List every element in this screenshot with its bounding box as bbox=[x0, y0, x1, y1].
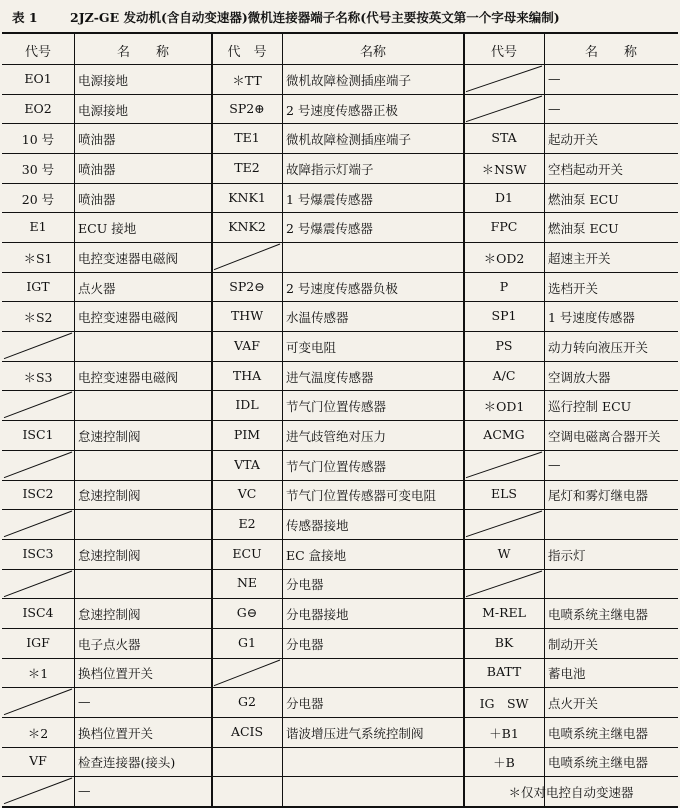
terminal-code: ＋B bbox=[493, 755, 515, 771]
terminal-code: NE bbox=[236, 575, 258, 591]
terminal-code: ＊S3 bbox=[23, 369, 53, 385]
empty-slash bbox=[2, 450, 74, 480]
terminal-name: — bbox=[548, 70, 561, 86]
terminal-name: 分电器 bbox=[286, 577, 324, 593]
terminal-name: 点火开关 bbox=[548, 696, 599, 712]
empty-slash bbox=[2, 776, 74, 806]
terminal-name: 故障指示灯端子 bbox=[286, 161, 374, 177]
row-rule bbox=[2, 450, 678, 451]
row-rule bbox=[2, 301, 678, 302]
terminal-name: 尾灯和雾灯继电器 bbox=[548, 488, 649, 504]
terminal-code: 20 号 bbox=[21, 191, 55, 207]
terminal-name: 2 号速度传感器正极 bbox=[286, 102, 398, 118]
terminal-name: 节气门位置传感器 bbox=[286, 399, 387, 415]
row-rule bbox=[2, 183, 678, 184]
terminal-code: FPC bbox=[490, 219, 518, 235]
terminal-code: ACMG bbox=[483, 427, 525, 442]
header-name: 名 称 bbox=[116, 45, 169, 60]
terminal-name: 电源接地 bbox=[78, 72, 129, 88]
table-title: 2JZ-GE 发动机(含自动变速器)微机连接器端子名称(代号主要按英文第一个字母来编制) bbox=[70, 10, 560, 25]
terminal-code: ＊S1 bbox=[23, 250, 53, 266]
terminal-name: 1 号速度传感器 bbox=[548, 310, 635, 326]
terminal-code: ISC2 bbox=[22, 486, 54, 502]
empty-slash bbox=[2, 509, 74, 539]
row-rule bbox=[2, 212, 678, 213]
terminal-name: 电喷系统主继电器 bbox=[548, 607, 649, 623]
terminal-code: ＊2 bbox=[27, 725, 49, 741]
terminal-name: 起动开关 bbox=[548, 132, 599, 148]
terminal-name: 怠速控制阀 bbox=[78, 547, 141, 563]
terminal-code: E1 bbox=[29, 219, 47, 235]
terminal-code: SP1 bbox=[491, 308, 517, 324]
terminal-name: 谐波增压进气系统控制阀 bbox=[286, 725, 424, 741]
empty-slash bbox=[464, 569, 544, 599]
terminal-name: 换档位置开关 bbox=[78, 666, 154, 682]
terminal-code: ＊S2 bbox=[23, 310, 53, 326]
terminal-name: 水温传感器 bbox=[286, 310, 349, 326]
row-rule bbox=[2, 569, 678, 570]
terminal-name: 燃油泵 ECU bbox=[548, 221, 619, 237]
header-name: 名称 bbox=[359, 45, 386, 60]
terminal-name: 动力转向液压开关 bbox=[548, 339, 649, 355]
empty-slash bbox=[212, 242, 282, 272]
terminal-code: PIM bbox=[233, 427, 261, 442]
terminal-code: VAF bbox=[234, 337, 260, 353]
terminal-name: 电控变速器电磁阀 bbox=[78, 250, 179, 266]
empty-slash bbox=[464, 450, 544, 480]
row-rule bbox=[2, 747, 678, 748]
terminal-name: 空调放大器 bbox=[548, 369, 611, 385]
terminal-code: IG SW bbox=[479, 696, 529, 712]
empty-slash bbox=[2, 331, 74, 361]
terminal-code: IDL bbox=[235, 397, 259, 413]
terminal-code: ACIS bbox=[230, 723, 264, 739]
terminal-code: TE1 bbox=[234, 130, 260, 146]
terminal-name: 进气温度传感器 bbox=[286, 369, 374, 385]
terminal-name: 喷油器 bbox=[78, 191, 116, 207]
row-rule bbox=[2, 776, 678, 777]
terminal-name: 换档位置开关 bbox=[78, 725, 154, 741]
terminal-code: KNK1 bbox=[228, 189, 266, 205]
row-rule bbox=[2, 480, 678, 481]
header-code: 代号 bbox=[490, 45, 517, 60]
terminal-name: 2 号爆震传感器 bbox=[286, 221, 373, 237]
terminal-code: PS bbox=[495, 337, 513, 353]
row-rule bbox=[2, 153, 678, 154]
terminal-name: 怠速控制阀 bbox=[78, 429, 141, 444]
terminal-name: 指示灯 bbox=[548, 547, 586, 563]
row-rule bbox=[2, 628, 678, 629]
terminal-name: 分电器 bbox=[286, 636, 324, 652]
terminal-code: ＊TT bbox=[232, 72, 262, 88]
terminal-code: IGF bbox=[26, 634, 50, 650]
terminal-name: 1 号爆震传感器 bbox=[286, 191, 373, 207]
terminal-code: SP2⊕ bbox=[229, 100, 265, 116]
terminal-code: VTA bbox=[234, 456, 260, 472]
terminal-code: SP2⊖ bbox=[229, 278, 265, 294]
terminal-name: 选档开关 bbox=[548, 280, 599, 296]
terminal-code: A/C bbox=[492, 367, 516, 383]
terminal-code: G⊖ bbox=[236, 605, 258, 621]
empty-slash bbox=[464, 64, 544, 94]
terminal-name: ECU 接地 bbox=[78, 221, 137, 237]
terminal-name: 制动开关 bbox=[548, 636, 599, 652]
terminal-name: 怠速控制阀 bbox=[78, 607, 141, 623]
terminal-name: 可变电阻 bbox=[286, 339, 337, 355]
terminal-name: EC 盒接地 bbox=[286, 547, 347, 563]
terminal-code: ＊OD2 bbox=[483, 250, 525, 266]
terminal-code: ＊NSW bbox=[481, 161, 527, 177]
terminal-name: 电控变速器电磁阀 bbox=[78, 310, 179, 326]
row-rule bbox=[2, 687, 678, 688]
row-rule bbox=[2, 509, 678, 510]
terminal-code: P bbox=[499, 278, 509, 294]
header-name: 名 称 bbox=[584, 45, 637, 60]
empty-slash bbox=[464, 509, 544, 539]
row-rule bbox=[2, 717, 678, 718]
terminal-name: 分电器接地 bbox=[286, 607, 349, 623]
terminal-name: 电喷系统主继电器 bbox=[548, 755, 649, 771]
header-rule bbox=[2, 64, 678, 65]
row-rule bbox=[2, 94, 678, 95]
row-rule bbox=[2, 361, 678, 362]
terminal-code: 10 号 bbox=[21, 132, 55, 148]
empty-slash bbox=[2, 687, 74, 717]
footnote: ＊仅对电控自动变速器 bbox=[508, 785, 634, 801]
terminal-code: ＊OD1 bbox=[483, 399, 525, 415]
terminal-code: W bbox=[497, 545, 511, 561]
terminal-code: ISC3 bbox=[22, 545, 54, 561]
row-rule bbox=[2, 658, 678, 659]
terminal-code: M-REL bbox=[482, 605, 526, 621]
terminal-name: — bbox=[78, 694, 91, 710]
row-rule bbox=[2, 331, 678, 332]
terminal-name: 点火器 bbox=[78, 280, 116, 296]
terminal-code: EO2 bbox=[24, 100, 52, 116]
terminal-name: — bbox=[548, 456, 561, 472]
terminal-name: 空档起动开关 bbox=[548, 161, 624, 177]
terminal-name: 电喷系统主继电器 bbox=[548, 725, 649, 741]
terminal-name: 巡行控制 ECU bbox=[548, 399, 632, 415]
terminal-name: 电源接地 bbox=[78, 102, 129, 118]
row-rule bbox=[2, 420, 678, 421]
terminal-code: THA bbox=[232, 367, 262, 383]
row-rule bbox=[2, 598, 678, 599]
row-rule bbox=[2, 242, 678, 243]
terminal-name: — bbox=[548, 100, 561, 116]
terminal-code: KNK2 bbox=[228, 219, 266, 235]
terminal-code: THW bbox=[230, 308, 264, 324]
terminal-name-table bbox=[2, 32, 678, 808]
header-code: 代 号 bbox=[227, 45, 267, 60]
empty-slash bbox=[2, 390, 74, 420]
table-number: 表 1 bbox=[12, 10, 38, 25]
terminal-name: 超速主开关 bbox=[548, 250, 611, 266]
table-caption bbox=[0, 6, 680, 28]
terminal-code: VC bbox=[237, 486, 257, 502]
terminal-name: 喷油器 bbox=[78, 132, 116, 148]
terminal-name: 分电器 bbox=[286, 696, 324, 712]
terminal-name: 电子点火器 bbox=[78, 636, 141, 652]
terminal-name: 节气门位置传感器可变电阻 bbox=[286, 488, 437, 504]
terminal-name: 节气门位置传感器 bbox=[286, 458, 387, 474]
terminal-name: 蓄电池 bbox=[548, 666, 586, 682]
terminal-code: G1 bbox=[238, 634, 256, 650]
terminal-code: TE2 bbox=[234, 159, 260, 175]
terminal-code: ＋B1 bbox=[489, 725, 519, 741]
terminal-code: BATT bbox=[486, 664, 522, 680]
terminal-code: ISC1 bbox=[22, 427, 54, 442]
header-code: 代号 bbox=[24, 45, 51, 60]
terminal-code: G2 bbox=[238, 694, 256, 710]
row-rule bbox=[2, 272, 678, 273]
empty-slash bbox=[2, 569, 74, 599]
terminal-code: ＊1 bbox=[27, 666, 49, 682]
row-rule bbox=[2, 123, 678, 124]
terminal-name: 空调电磁离合器开关 bbox=[548, 429, 661, 444]
terminal-name: 传感器接地 bbox=[286, 518, 349, 534]
terminal-name: 进气歧管绝对压力 bbox=[286, 429, 387, 444]
terminal-code: D1 bbox=[495, 189, 513, 205]
terminal-name: 2 号速度传感器负极 bbox=[286, 280, 398, 296]
terminal-code: EO1 bbox=[24, 70, 52, 86]
terminal-code: 30 号 bbox=[21, 161, 55, 177]
terminal-code: E2 bbox=[238, 516, 256, 532]
terminal-code: ELS bbox=[491, 486, 517, 502]
row-rule bbox=[2, 390, 678, 391]
terminal-code: VF bbox=[29, 753, 47, 769]
terminal-code: BK bbox=[494, 634, 514, 650]
empty-slash bbox=[212, 658, 282, 688]
terminal-name: 检查连接器(接头) bbox=[78, 755, 176, 771]
terminal-code: IGT bbox=[26, 278, 50, 294]
terminal-name: 喷油器 bbox=[78, 161, 116, 177]
empty-slash bbox=[464, 94, 544, 124]
terminal-name: 微机故障检测插座端子 bbox=[286, 132, 412, 148]
terminal-name: 怠速控制阀 bbox=[78, 488, 141, 504]
terminal-name: — bbox=[78, 783, 91, 799]
terminal-name: 微机故障检测插座端子 bbox=[286, 72, 412, 88]
row-rule bbox=[2, 539, 678, 540]
terminal-code: ISC4 bbox=[22, 605, 54, 621]
terminal-name: 燃油泵 ECU bbox=[548, 191, 619, 207]
terminal-code: ECU bbox=[232, 545, 262, 561]
terminal-name: 电控变速器电磁阀 bbox=[78, 369, 179, 385]
terminal-code: STA bbox=[491, 130, 517, 146]
